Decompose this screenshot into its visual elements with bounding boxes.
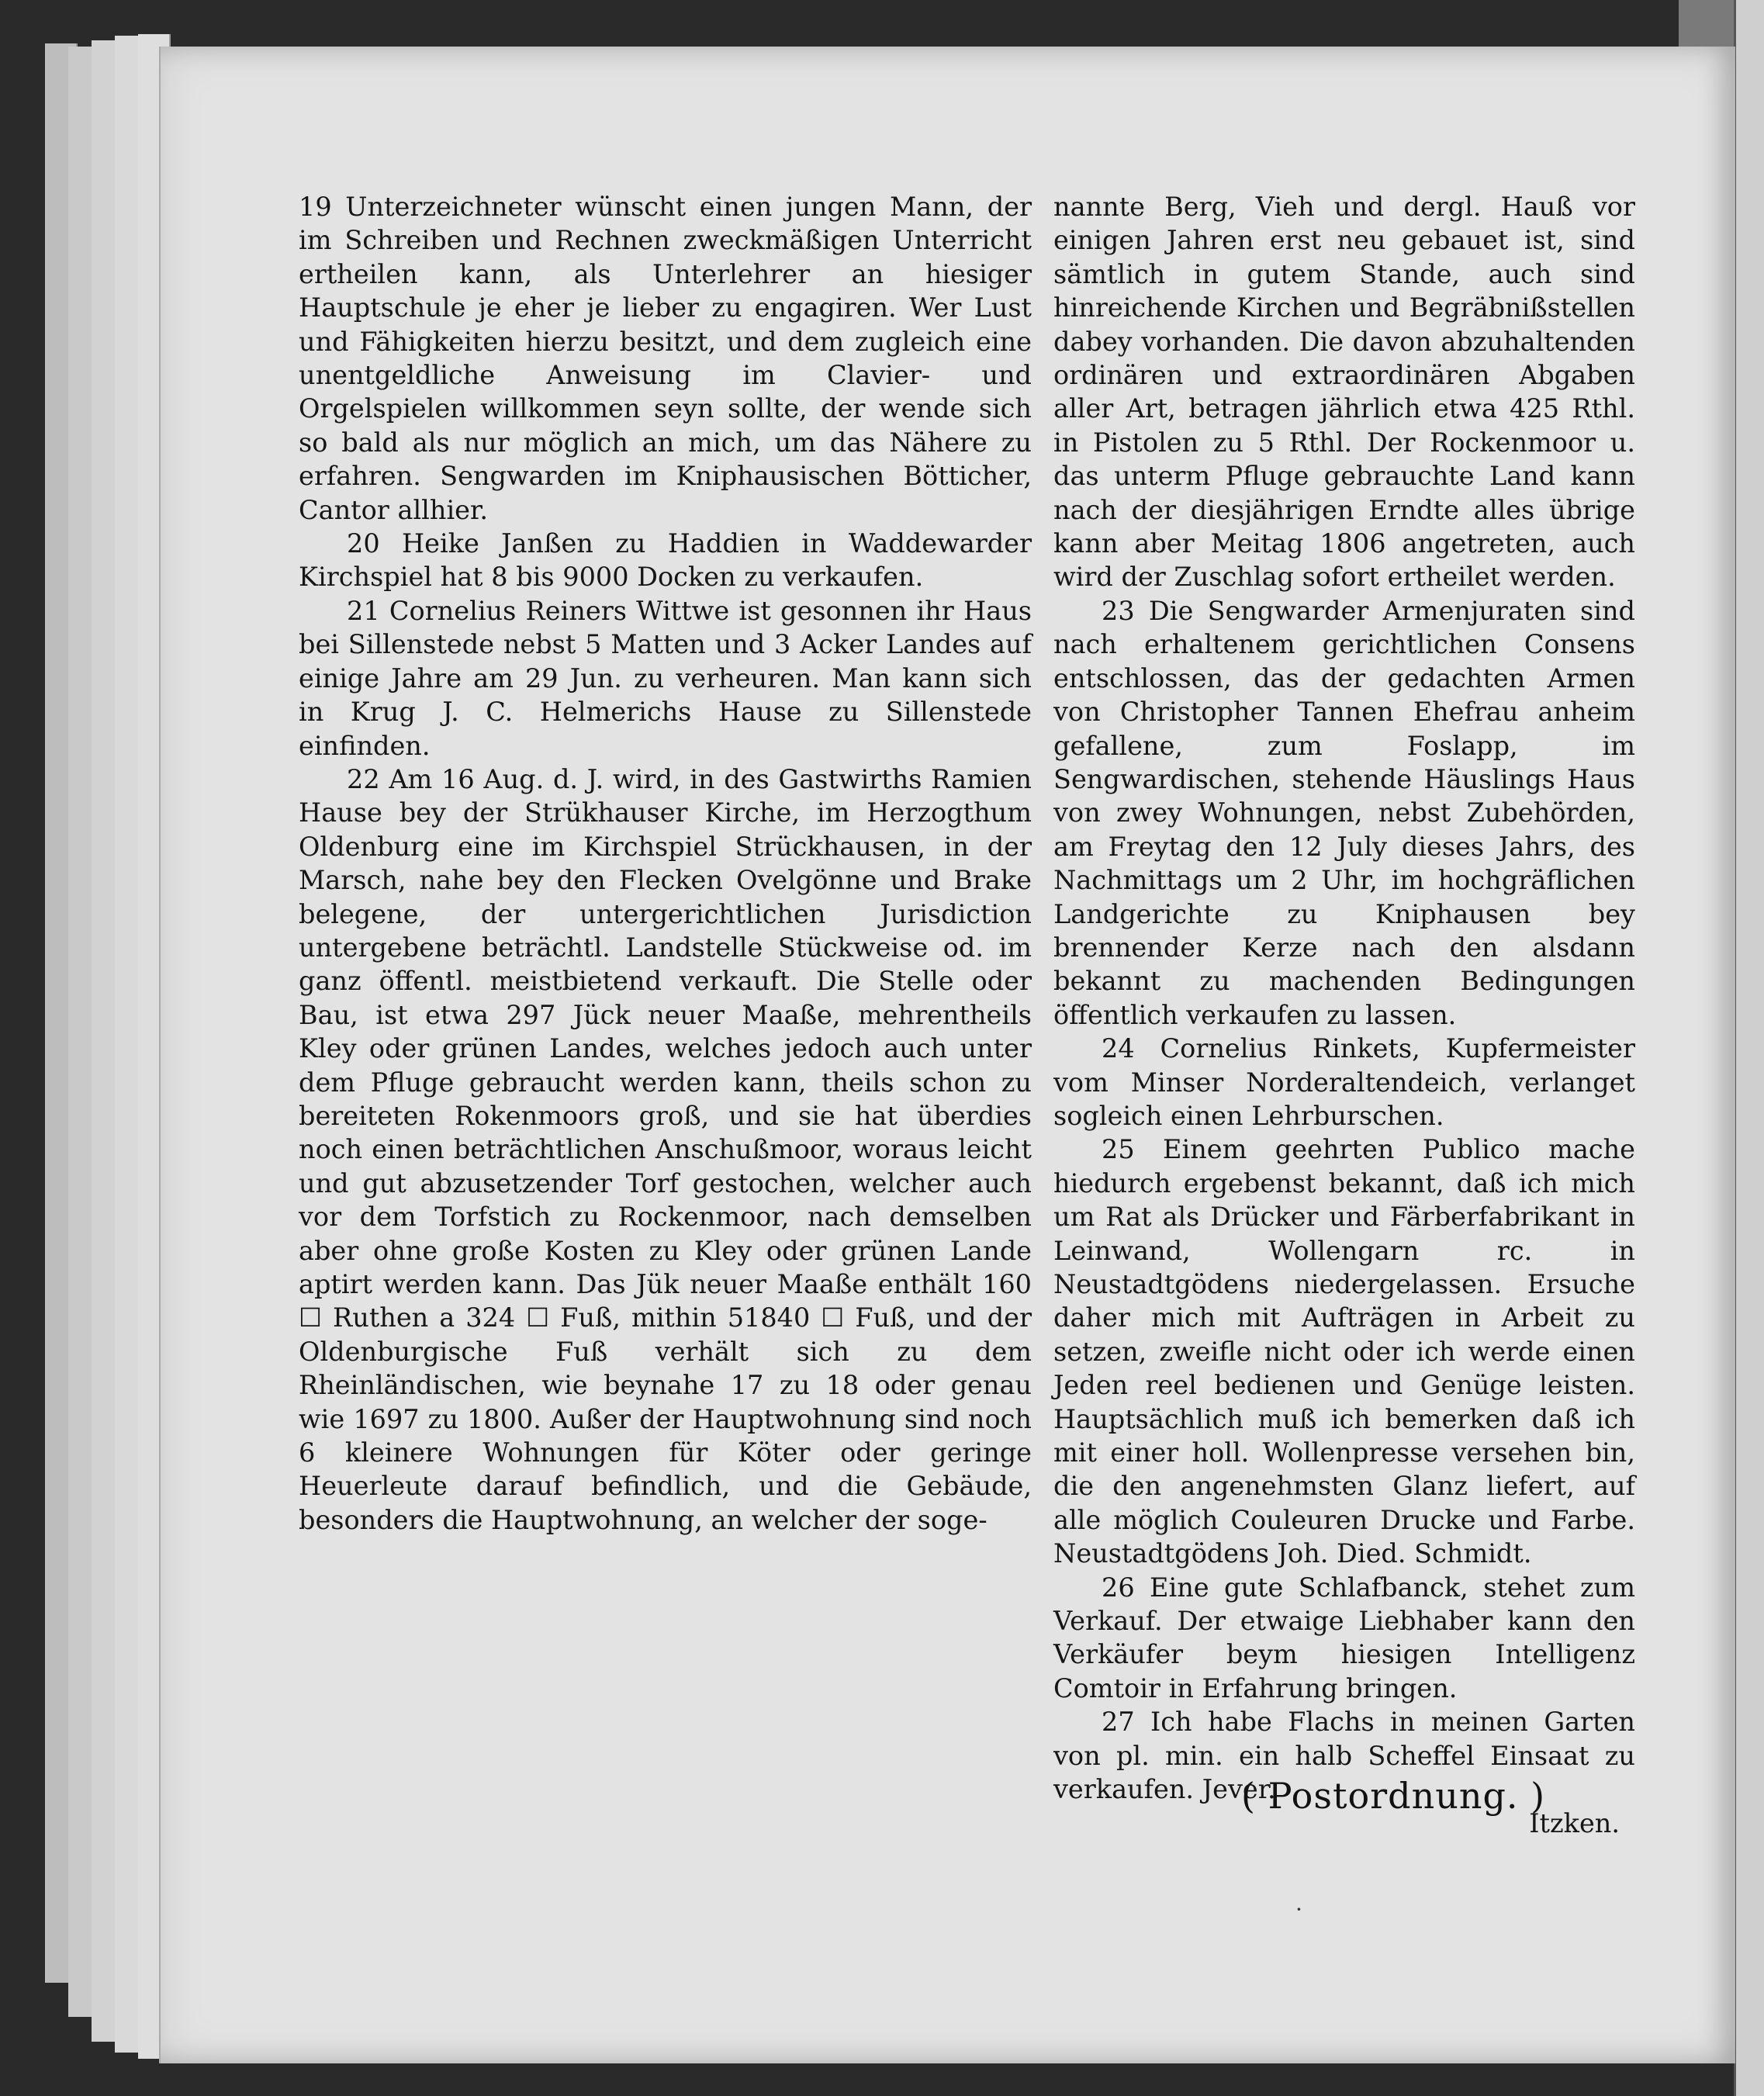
notice-27: 27 Ich habe Flachs in meinen Garten von pl. min. ein halb Scheffel Einsaat zu verkaufen. Jever. <box>1053 1707 1635 1805</box>
right-column <box>1053 190 1635 1840</box>
notice-22: 22 Am 16 Aug. d. J. wird, in des Gastwirths Ramien Hause bey der Strükhauser Kirche, im Herzogthum Oldenburg eine im Kirchspiel Strückhausen, in der Marsch, nahe bey den Flecken Ovelgönne und Brake belegene, der untergerichtlichen Jurisdiction untergebene beträchtl. Landstelle Stückweise od. im ganz öffentl. meistbietend verkauft. Die Stelle oder Bau, ist etwa 297 Jück neuer Maaße, mehrentheils Kley oder grünen Landes, welches jedoch auch unter dem Pfluge gebraucht werden kann, theils schon zu bereiteten Rokenmoors groß, und sie hat überdies noch einen beträchtlichen Anschußmoor, woraus leicht und gut abzusetzender Torf gestochen, welcher auch vor dem Torfstich zu Rockenmoor, nach demselben aber ohne große Kosten zu Kley oder grünen Lande aptirt werden kann. Das Jük neuer Maaße enthält 160 ☐ Ruthen a 324 ☐ Fuß, mithin 51840 ☐ Fuß, und der Oldenburgische Fuß verhält sich zu dem Rheinländischen, wie beynahe 17 zu 18 oder genau wie 1697 zu 1800. Außer der Hauptwohnung sind noch 6 kleinere Wohnungen für Köter oder geringe Heuerleute darauf befindlich, und die Gebäude, besonders die Hauptwohnung, an welcher der soge- <box>299 763 1032 1535</box>
notice-26: 26 Eine gute Schlafbanck, stehet zum Verkauf. Der etwaige Liebhaber kann den Verkäufer beym hiesigen Intelligenz Comtoir in Erfahrung bringen. <box>1053 1572 1635 1703</box>
closing-note: ( Postordnung. ) <box>1241 1775 1546 1817</box>
notice-24: 24 Cornelius Rinkets, Kupfermeister vom Minser Norderaltendeich, verlanget sogleich einen Lehrburschen. <box>1053 1033 1635 1131</box>
notice-20: 20 Heike Janßen zu Haddien in Waddewarder Kirchspiel hat 8 bis 9000 Docken zu verkaufen. <box>299 528 1032 593</box>
notice-19: 19 Unterzeichneter wünscht einen jungen Mann, der im Schreiben und Rechnen zweckmäßigen Unterricht ertheilen kann, als Unterlehrer an hiesiger Hauptschule je eher je lieber zu engagiren. Wer Lust und Fähigkeiten hierzu besitzt, und dem zugleich eine unentgeldliche Anweisung im Clavier- und Orgelspielen willkommen seyn sollte, der wende sich so bald als nur möglich an mich, um das Nähere zu erfahren. Sengwarden im Kniphausischen Bötticher, Cantor allhier. <box>299 192 1032 525</box>
left-column <box>299 190 1032 1537</box>
notice-22-continued: nannte Berg, Vieh und dergl. Hauß vor einigen Jahren erst neu gebauet ist, sind sämtlich in gutem Stande, auch sind hinreichende Kirchen und Begräbnißstellen dabey vorhanden. Die davon abzuhaltenden ordinären und extraordinären Abgaben aller Art, betragen jährlich etwa 425 Rthl. in Pistolen zu 5 Rthl. Der Rockenmoor u. das unterm Pfluge gebrauchte Land kann nach der diesjährigen Erndte alles übrige kann aber Meitag 1806 angetreten, auch wird der Zuschlag sofort ertheilet werden. <box>1053 192 1635 593</box>
book-spine <box>1734 0 1764 2096</box>
notice-21: 21 Cornelius Reiners Wittwe ist gesonnen ihr Haus bei Sillenstede nebst 5 Matten und 3 Acker Landes auf einige Jahre am 29 Jun. zu verheuren. Man kann sich in Krug J. C. Helmerichs Hause zu Sillenstede einfinden. <box>299 595 1032 761</box>
notice-25: 25 Einem geehrten Publico mache hiedurch ergebenst bekannt, daß ich mich um Rat als Drücker und Färberfabrikant in Leinwand, Wollengarn rc. in Neustadtgödens niedergelassen. Ersuche daher mich mit Aufträgen in Arbeit zu setzen, zweifle nicht oder ich werde einen Jeden reel bedienen und Genüge leisten. Hauptsächlich muß ich bemerken daß ich mit einer holl. Wollenpresse versehen bin, die den angenehmsten Glanz liefert, auf alle möglich Couleuren Drucke und Farbe. Neustadtgödens Joh. Died. Schmidt. <box>1053 1134 1635 1569</box>
notice-27-signature: Itzken. <box>1529 1807 1620 1838</box>
notice-23: 23 Die Sengwarder Armenjuraten sind nach erhaltenem gerichtlichen Consens entschlossen, das der gedachten Armen von Christopher Tannen Ehefrau anheim gefallene, zum Foslapp, im Sengwardischen, stehende Häuslings Haus von zwey Wohnungen, nebst Zubehörden, am Freytag den 12 July dieses Jahrs, des Nachmittags um 2 Uhr, im hochgräflichen Landgerichte zu Kniphausen bey brennender Kerze nach den alsdann bekannt zu machenden Bedingungen öffentlich verkaufen zu lassen. <box>1053 595 1635 1030</box>
ink-mark: · <box>1295 1897 1302 1922</box>
